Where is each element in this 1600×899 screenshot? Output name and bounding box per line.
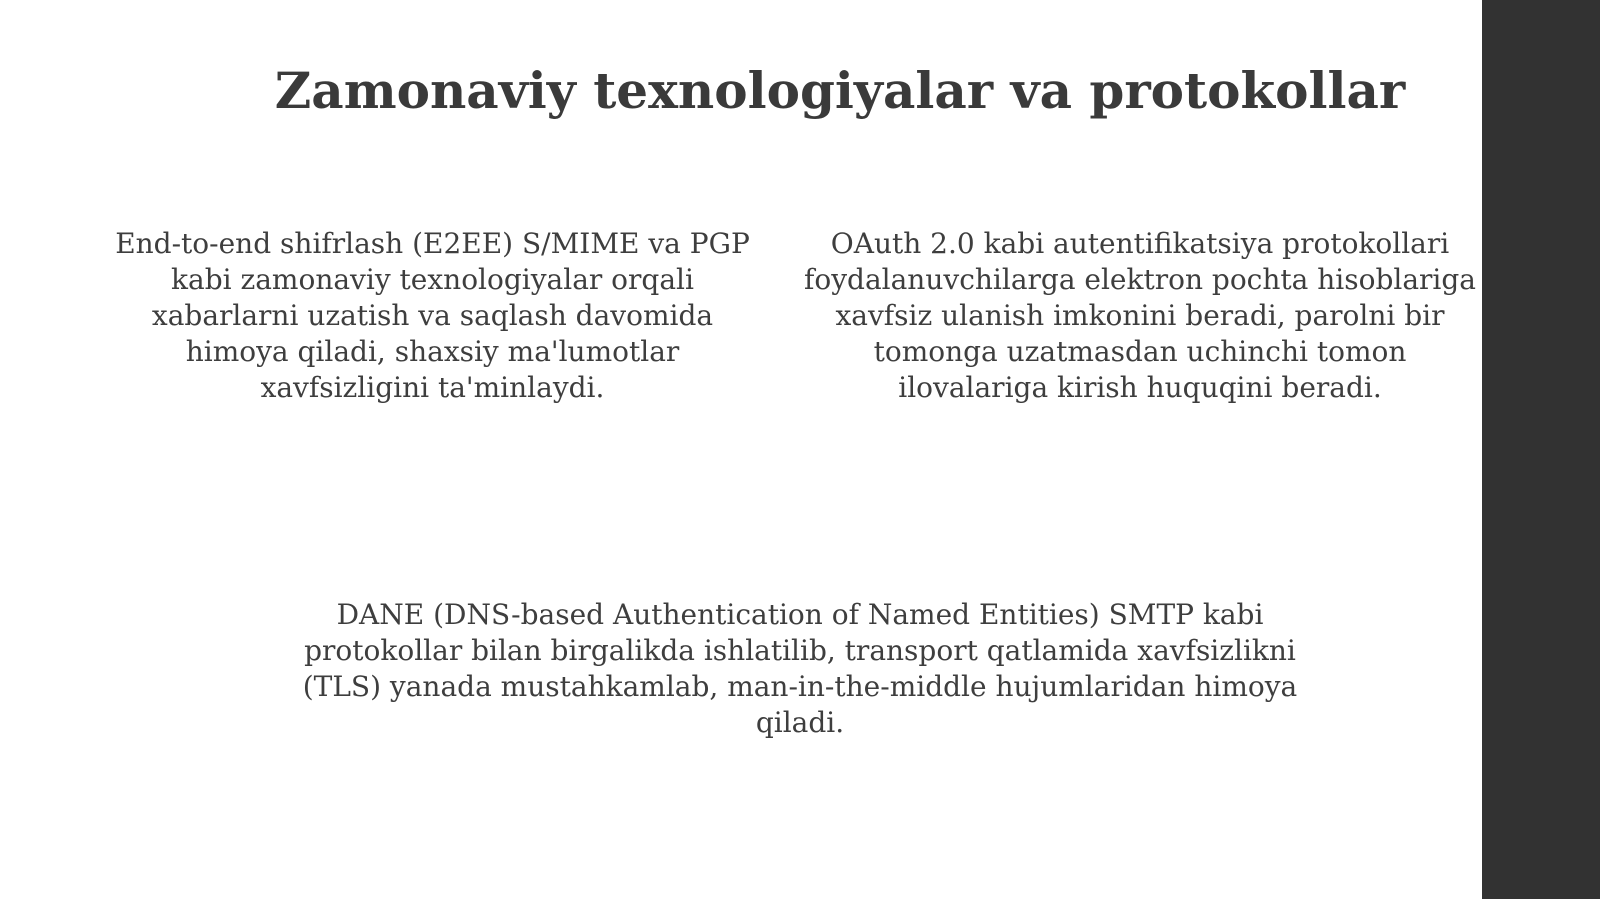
- text-block-dane: DANE (DNS-based Authentication of Named Entities) SMTP kabi protokollar bilan birgalikda ishlatilib, transport qatlamida xavfsizlikni (TLS) yanada mustahkamlab, man-in-the-middle hujumlaridan himoya qiladi.: [302, 598, 1298, 739]
- text-block-e2ee: End-to-end shifrlash (E2EE) S/MIME va PGP kabi zamonaviy texnologiyalar orqali xabarlarni uzatish va saqlash davomida himoya qiladi, shaxsiy ma'lumotlar xavfsizligini ta'minlaydi.: [115, 227, 750, 404]
- text-block-oauth: OAuth 2.0 kabi autentifikatsiya protokollari foydalanuvchilarga elektron pochta hisoblariga xavfsiz ulanish imkonini beradi, parolni bir tomonga uzatmasdan uchinchi tomon ilovalariga kirish huquqini beradi.: [804, 227, 1476, 404]
- slide-title: Zamonaviy texnologiyalar va protokollar: [274, 61, 1406, 120]
- side-decorative-bar: [1482, 0, 1600, 899]
